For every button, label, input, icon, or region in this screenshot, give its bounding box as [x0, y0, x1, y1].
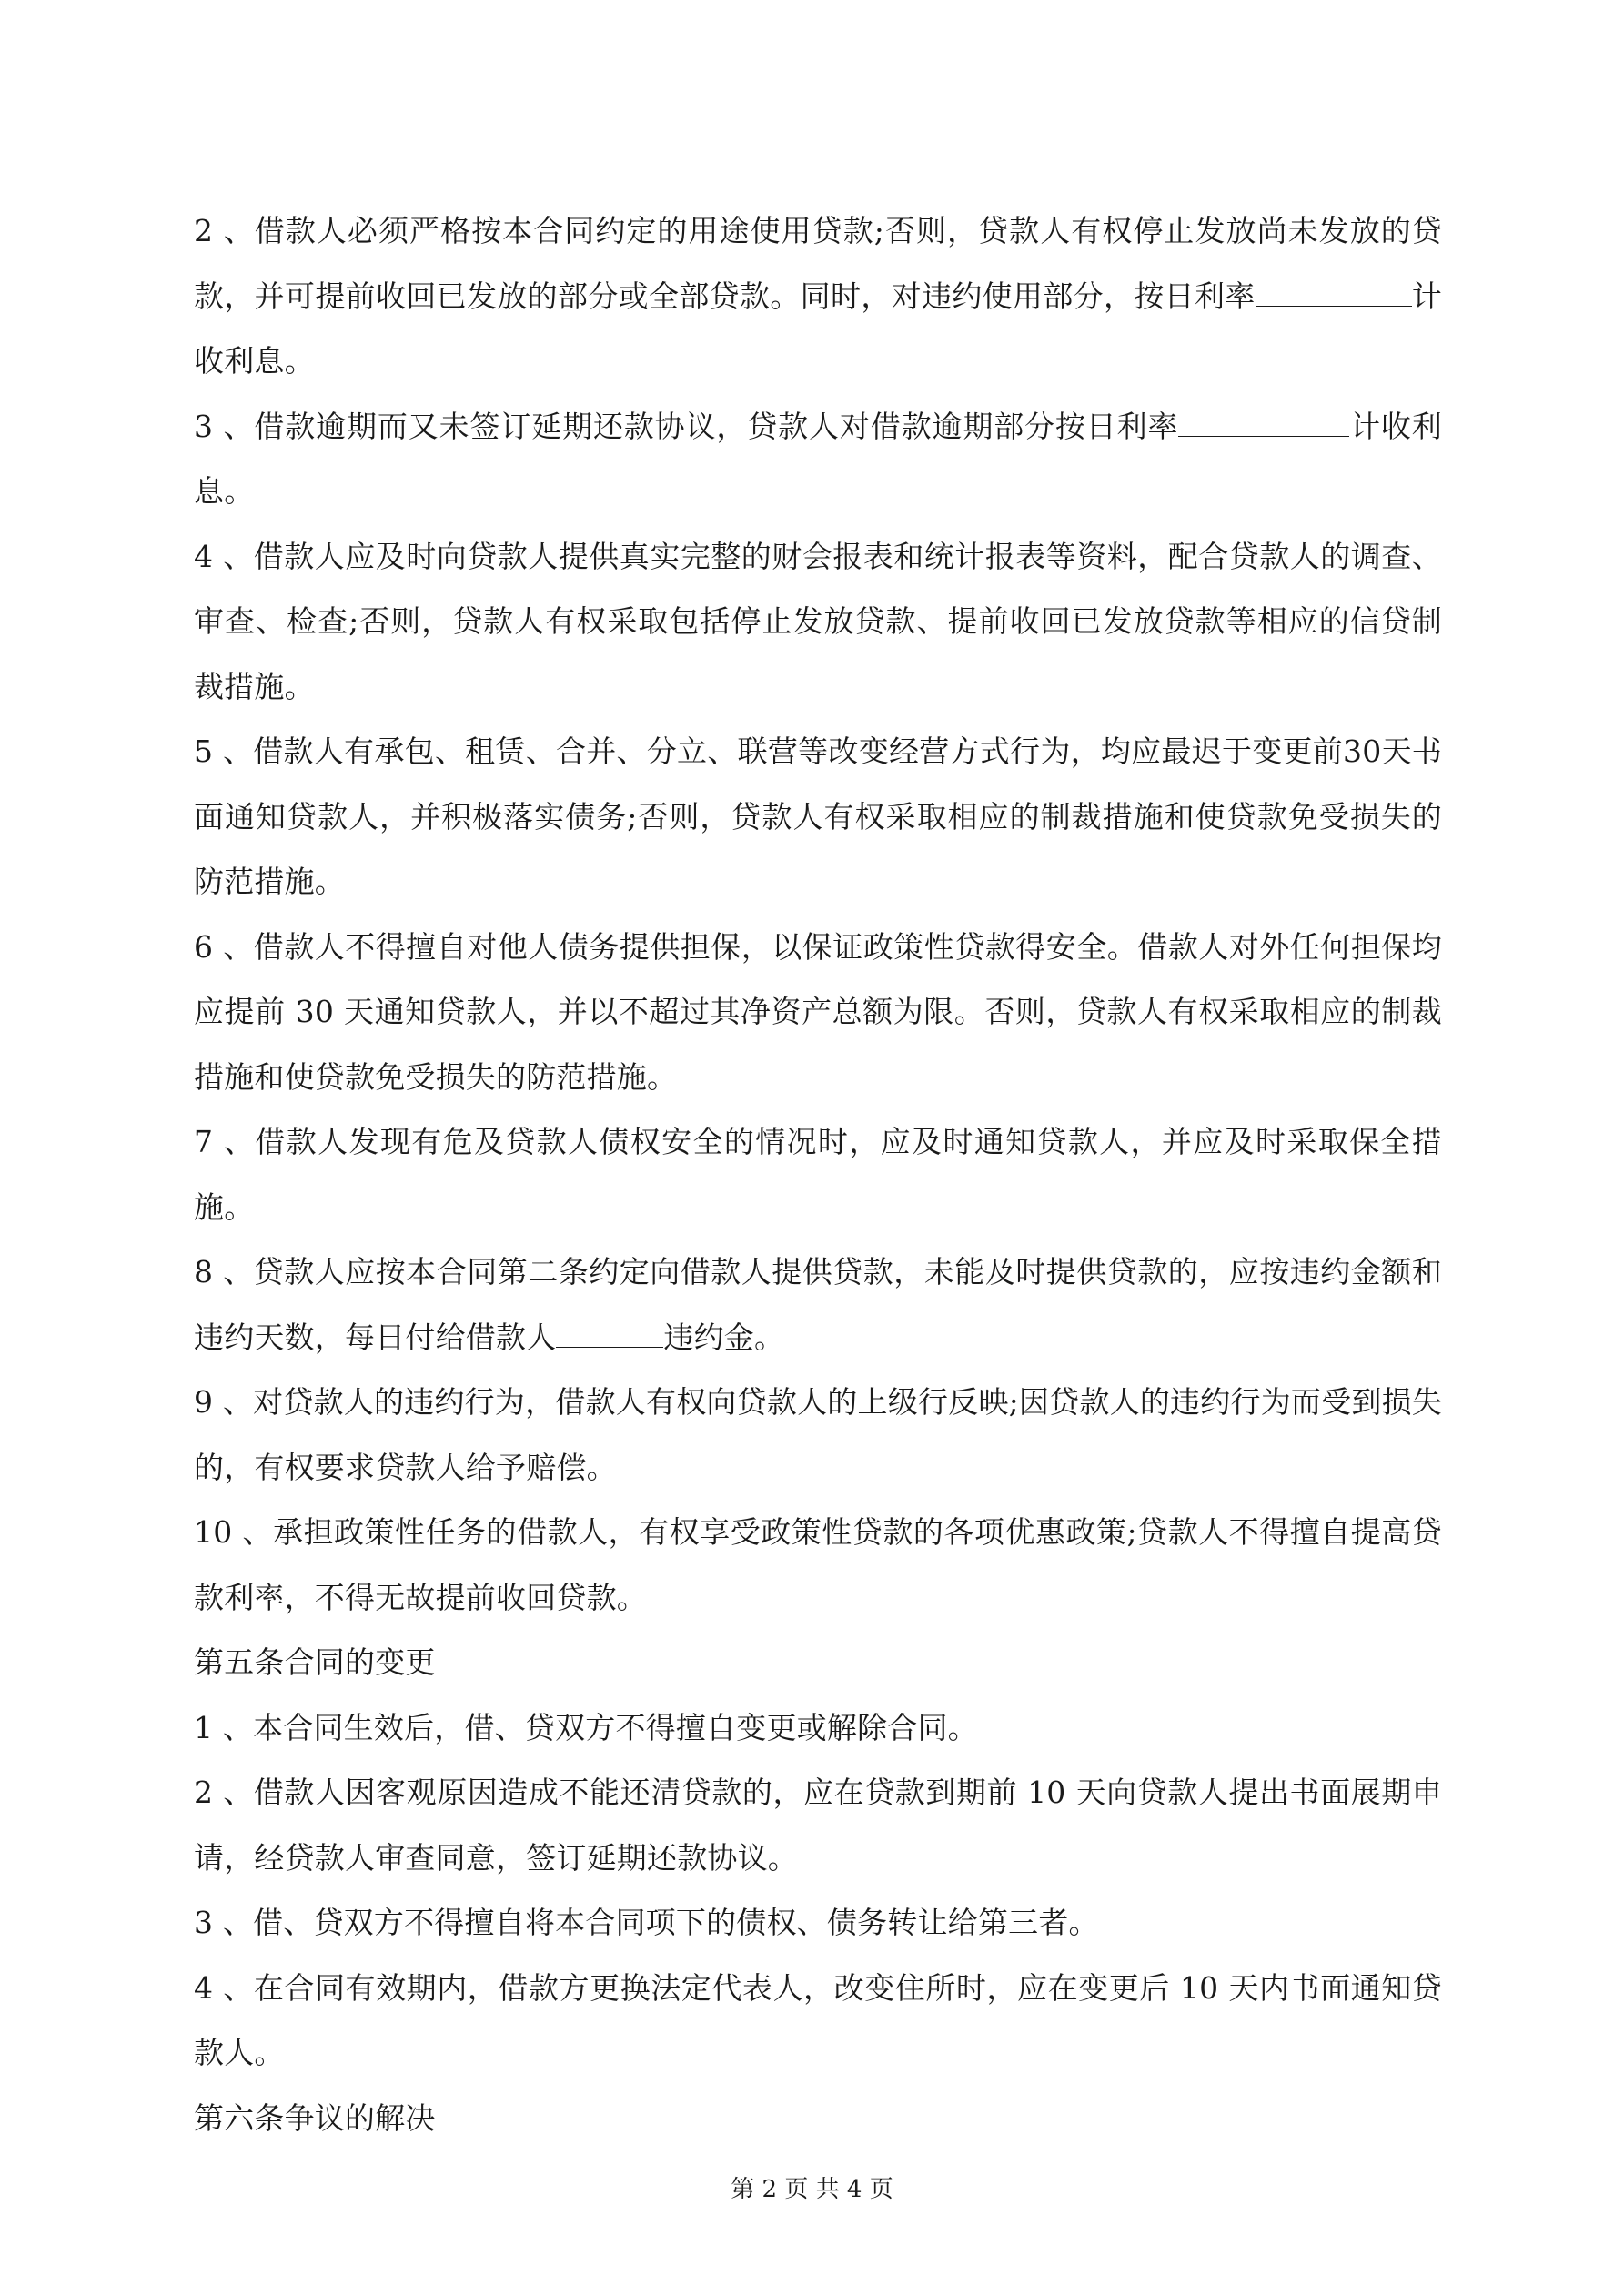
- clause-text: 8 、贷款人应按本合同第二条约定向借款人提供贷款，未能及时提供贷款的，应按违约金额和违约天数，每日付给借款人: [194, 1254, 1442, 1355]
- clause-text: 计收利息。: [194, 408, 1442, 509]
- clause-paragraph: 10 、承担政策性任务的借款人，有权享受政策性贷款的各项优惠政策;贷款人不得擅自提高贷款利率，不得无故提前收回贷款。: [194, 1514, 1442, 1615]
- clause-text: 违约金。: [663, 1319, 785, 1355]
- clause-paragraph: 7 、借款人发现有危及贷款人债权安全的情况时，应及时通知贷款人，并应及时采取保全措施。: [194, 1124, 1442, 1225]
- fill-in-blank: [1178, 409, 1349, 437]
- clause-text: 2 、借款人必须严格按本合同约定的用途使用贷款;否则，贷款人有权停止发放尚未发放的贷款，并可提前收回已发放的部分或全部贷款。同时，对违约使用部分，按日利率: [194, 213, 1442, 314]
- fill-in-blank: [556, 1320, 663, 1348]
- clause-paragraph: 1 、本合同生效后，借、贷双方不得擅自变更或解除合同。: [194, 1709, 978, 1745]
- clause-paragraph: [194, 198, 1442, 394]
- clause-paragraph: 6 、借款人不得擅自对他人债务提供担保，以保证政策性贷款得安全。借款人对外任何担保均应提前 30 天通知贷款人，并以不超过其净资产总额为限。否则，贷款人有权采取相应的制裁措施和使贷款免受损失的防范措施。: [194, 928, 1442, 1095]
- clause-paragraph: [194, 394, 1442, 524]
- clause-text: 计收利息。: [194, 278, 1443, 379]
- clause-paragraph: 3 、借、贷双方不得擅自将本合同项下的债权、债务转让给第三者。: [194, 1905, 1099, 1940]
- clause-paragraph: [194, 1239, 1442, 1370]
- document-body: [194, 198, 1442, 2150]
- page-number: 第 2 页 共 4 页: [731, 2176, 893, 2203]
- fill-in-blank: [1256, 278, 1412, 307]
- clause-paragraph: 5 、借款人有承包、租赁、合并、分立、联营等改变经营方式行为，均应最迟于变更前30天书面通知贷款人，并积极落实债务;否则，贷款人有权采取相应的制裁措施和使贷款免受损失的防范措施。: [194, 733, 1442, 899]
- section-heading: 第五条合同的变更: [194, 1644, 436, 1680]
- clause-paragraph: 4 、在合同有效期内，借款方更换法定代表人，改变住所时，应在变更后 10 天内书面通知贷款人。: [194, 1969, 1442, 2070]
- section-heading: 第六条争议的解决: [194, 2099, 436, 2136]
- clause-paragraph: 9 、对贷款人的违约行为，借款人有权向贷款人的上级行反映;因贷款人的违约行为而受到损失的，有权要求贷款人给予赔偿。: [194, 1384, 1442, 1485]
- clause-paragraph: 2 、借款人因客观原因造成不能还清贷款的，应在贷款到期前 10 天向贷款人提出书面展期申请，经贷款人审查同意，签订延期还款协议。: [194, 1775, 1442, 1876]
- clause-paragraph: 4 、借款人应及时向贷款人提供真实完整的财会报表和统计报表等资料，配合贷款人的调查、审查、检查;否则，贷款人有权采取包括停止发放贷款、提前收回已发放贷款等相应的信贷制裁措施。: [194, 538, 1442, 704]
- clause-text: 3 、借款逾期而又未签订延期还款协议，贷款人对借款逾期部分按日利率: [194, 408, 1179, 444]
